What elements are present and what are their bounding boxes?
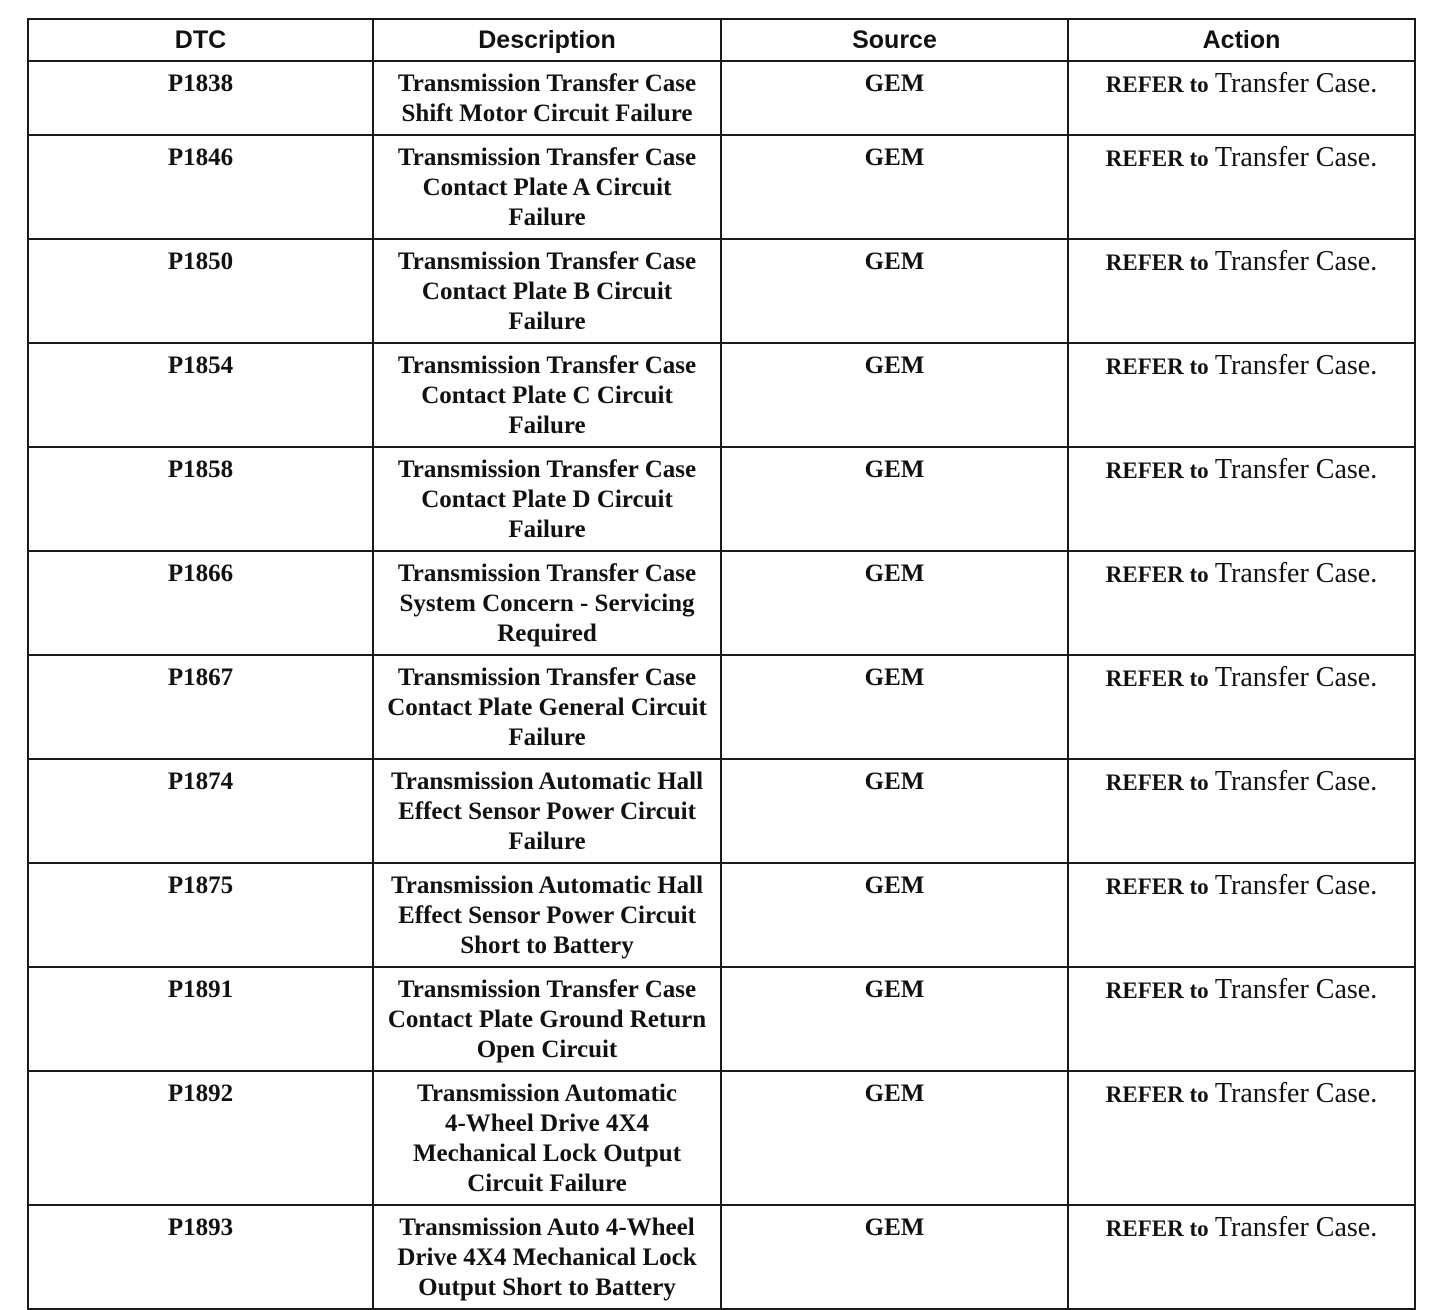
table-row [28,61,1415,135]
header-action: Action [1068,19,1415,61]
dtc-code: P1891 [28,967,373,1071]
action-target-link: Transfer Case. [1214,974,1378,1005]
table-row [28,343,1415,447]
description-line: Shift Motor Circuit Failure [401,100,693,127]
dtc-description [373,447,721,551]
table-row [28,759,1415,863]
dtc-description [373,135,721,239]
action-refer-text: REFER to [1105,72,1209,97]
dtc-description [373,239,721,343]
description-line: Transmission Automatic [417,1080,677,1107]
action-target-link: Transfer Case. [1214,766,1378,797]
description-line: Short to Battery [460,932,634,959]
action-target-link: Transfer Case. [1214,350,1378,381]
description-line: Failure [508,828,586,855]
table-row [28,655,1415,759]
dtc-source: GEM [721,1205,1068,1309]
dtc-description [373,863,721,967]
description-line: Mechanical Lock Output [412,1140,682,1167]
dtc-action [1068,863,1415,967]
description-line: Transmission Transfer Case [397,352,697,379]
dtc-code: P1875 [28,863,373,967]
description-line: Transmission Automatic Hall [390,872,704,899]
description-line: Transmission Auto 4-Wheel [399,1214,695,1241]
action-target-link: Transfer Case. [1214,1212,1378,1243]
description-line: Output Short to Battery [418,1274,676,1301]
description-line: Drive 4X4 Mechanical Lock [397,1244,697,1271]
header-source: Source [721,19,1068,61]
dtc-action [1068,447,1415,551]
action-refer-text: REFER to [1105,458,1209,483]
description-line: Contact Plate General Circuit [387,694,707,721]
dtc-code: P1893 [28,1205,373,1309]
description-line: Transmission Transfer Case [397,976,697,1003]
action-refer-text: REFER to [1105,250,1209,275]
description-line: Required [497,620,597,647]
description-line: Transmission Transfer Case [397,248,697,275]
table-row [28,551,1415,655]
dtc-code: P1874 [28,759,373,863]
action-target-link: Transfer Case. [1214,558,1378,589]
table-row [28,239,1415,343]
description-line: System Concern - Servicing [399,590,695,617]
description-line: Transmission Transfer Case [397,70,697,97]
description-line: Effect Sensor Power Circuit [398,902,696,929]
dtc-code: P1850 [28,239,373,343]
table-row [28,1071,1415,1205]
dtc-source: GEM [721,135,1068,239]
header-description: Description [373,19,721,61]
dtc-source: GEM [721,759,1068,863]
dtc-code: P1838 [28,61,373,135]
dtc-source: GEM [721,447,1068,551]
dtc-description [373,1071,721,1205]
header-dtc: DTC [28,19,373,61]
action-target-link: Transfer Case. [1214,454,1378,485]
dtc-code: P1866 [28,551,373,655]
dtc-code: P1858 [28,447,373,551]
dtc-description [373,1205,721,1309]
action-refer-text: REFER to [1105,1082,1209,1107]
description-line: Failure [508,412,586,439]
dtc-action [1068,239,1415,343]
description-line: Contact Plate A Circuit [422,174,672,201]
description-line: Effect Sensor Power Circuit [398,798,696,825]
action-refer-text: REFER to [1105,354,1209,379]
dtc-table [27,18,1416,1310]
dtc-source: GEM [721,967,1068,1071]
dtc-source: GEM [721,1071,1068,1205]
description-line: Transmission Transfer Case [397,144,697,171]
dtc-source: GEM [721,239,1068,343]
dtc-description [373,967,721,1071]
dtc-code: P1892 [28,1071,373,1205]
description-line: Contact Plate D Circuit [421,486,673,513]
description-line: Contact Plate Ground Return [387,1006,707,1033]
dtc-action [1068,135,1415,239]
description-line: Contact Plate B Circuit [421,278,673,305]
dtc-description [373,551,721,655]
dtc-source: GEM [721,551,1068,655]
description-line: Failure [508,308,586,335]
dtc-source: GEM [721,61,1068,135]
dtc-source: GEM [721,863,1068,967]
table-row [28,447,1415,551]
action-refer-text: REFER to [1105,1216,1209,1241]
action-target-link: Transfer Case. [1214,1078,1378,1109]
description-line: Contact Plate C Circuit [421,382,673,409]
dtc-description [373,655,721,759]
action-refer-text: REFER to [1105,978,1209,1003]
dtc-source: GEM [721,343,1068,447]
table-header-row [28,19,1415,61]
action-refer-text: REFER to [1105,874,1209,899]
dtc-code: P1846 [28,135,373,239]
dtc-description [373,759,721,863]
description-line: Circuit Failure [467,1170,627,1197]
description-line: Failure [508,204,586,231]
table-row [28,1205,1415,1309]
dtc-action [1068,1205,1415,1309]
table-row [28,863,1415,967]
dtc-code: P1867 [28,655,373,759]
table-body [28,61,1415,1309]
description-line: Transmission Automatic Hall [390,768,704,795]
table-row [28,967,1415,1071]
dtc-source: GEM [721,655,1068,759]
action-target-link: Transfer Case. [1214,142,1378,173]
action-target-link: Transfer Case. [1214,246,1378,277]
dtc-action [1068,1071,1415,1205]
action-target-link: Transfer Case. [1214,68,1378,99]
dtc-action [1068,759,1415,863]
action-refer-text: REFER to [1105,666,1209,691]
dtc-action [1068,343,1415,447]
action-refer-text: REFER to [1105,562,1209,587]
table-row [28,135,1415,239]
dtc-action [1068,61,1415,135]
action-refer-text: REFER to [1105,146,1209,171]
action-refer-text: REFER to [1105,770,1209,795]
description-line: Transmission Transfer Case [397,456,697,483]
dtc-action [1068,655,1415,759]
description-line: Failure [508,724,586,751]
description-line: Failure [508,516,586,543]
dtc-description [373,61,721,135]
dtc-action [1068,967,1415,1071]
action-target-link: Transfer Case. [1214,870,1378,901]
description-line: Transmission Transfer Case [397,664,697,691]
dtc-action [1068,551,1415,655]
dtc-description [373,343,721,447]
action-target-link: Transfer Case. [1214,662,1378,693]
dtc-code: P1854 [28,343,373,447]
description-line: Transmission Transfer Case [397,560,697,587]
description-line: 4-Wheel Drive 4X4 [444,1110,650,1137]
description-line: Open Circuit [476,1036,618,1063]
